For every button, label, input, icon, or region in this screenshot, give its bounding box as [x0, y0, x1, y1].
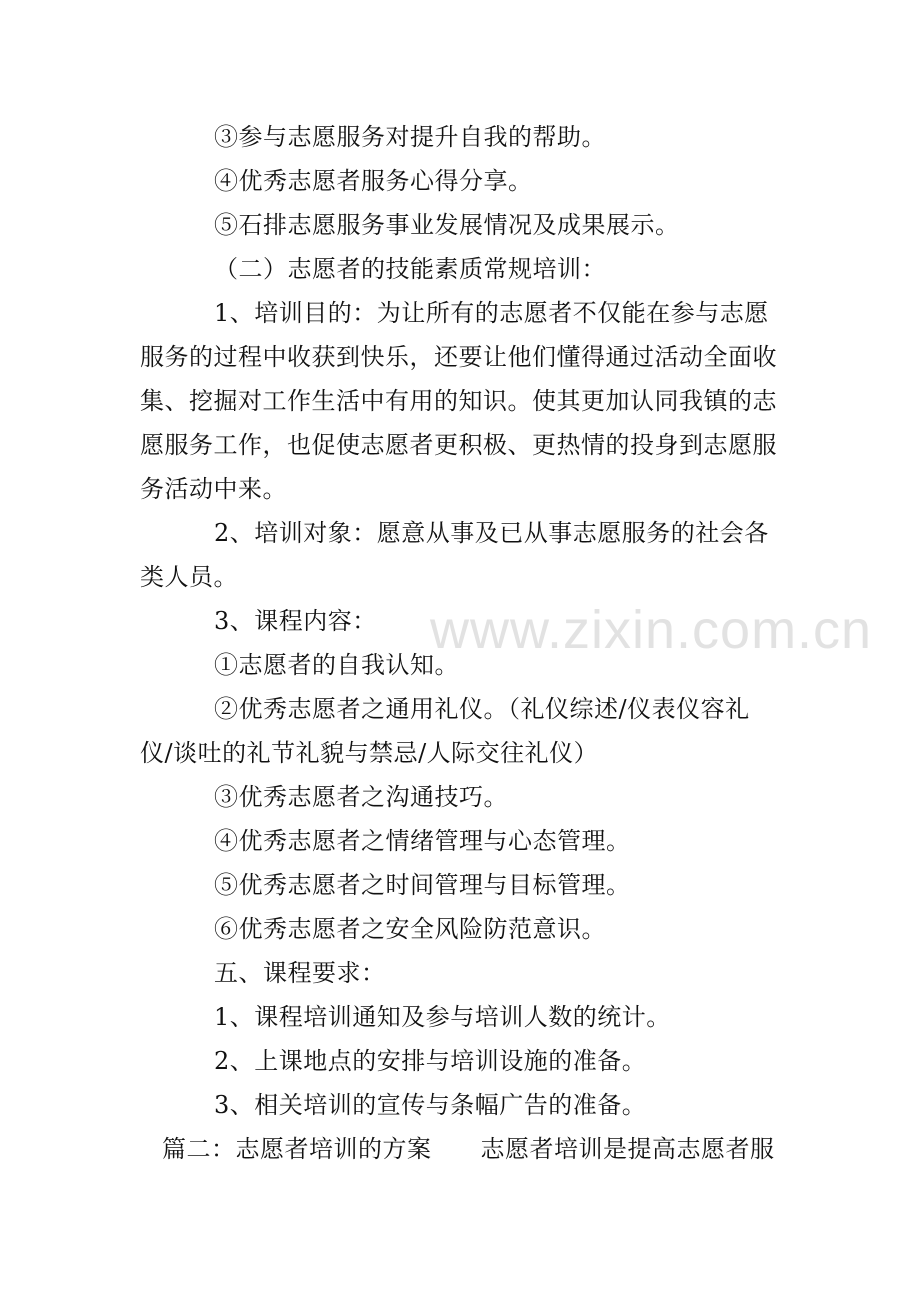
text-line: 服务的过程中收获到快乐，还要让他们懂得通过活动全面收: [140, 343, 777, 371]
section-heading: （二）志愿者的技能素质常规培训：: [214, 255, 606, 283]
text-line: 1、课程培训通知及参与培训人数的统计。: [214, 1003, 671, 1031]
text-line: 篇二：志愿者培训的方案 志愿者培训是提高志愿者服: [162, 1135, 775, 1163]
text-line: ⑤石排志愿服务事业发展情况及成果展示。: [214, 211, 680, 239]
text-line: ⑥优秀志愿者之安全风险防范意识。: [214, 915, 606, 943]
text-line: ①志愿者的自我认知。: [214, 651, 459, 679]
text-line: ⑤优秀志愿者之时间管理与目标管理。: [214, 871, 631, 899]
text-line: ④优秀志愿者服务心得分享。: [214, 167, 533, 195]
text-line: ④优秀志愿者之情绪管理与心态管理。: [214, 827, 631, 855]
text-line: 类人员。: [140, 563, 238, 591]
text-line: 愿服务工作，也促使志愿者更积极、更热情的投身到志愿服: [140, 431, 777, 459]
text-line: 3、相关培训的宣传与条幅广告的准备。: [214, 1091, 647, 1119]
text-line: ②优秀志愿者之通用礼仪。（礼仪综述/仪表仪容礼: [214, 695, 750, 723]
text-line: 仪/谈吐的礼节礼貌与禁忌/人际交往礼仪）: [140, 739, 599, 767]
text-line: 2、上课地点的安排与培训设施的准备。: [214, 1047, 647, 1075]
text-line: 3、课程内容：: [214, 607, 377, 635]
section-heading: 五、课程要求：: [214, 959, 386, 987]
text-line: ③优秀志愿者之沟通技巧。: [214, 783, 508, 811]
text-line: 2、培训对象：愿意从事及已从事志愿服务的社会各: [214, 519, 769, 547]
text-line: ③参与志愿服务对提升自我的帮助。: [214, 123, 606, 151]
text-line: 集、挖掘对工作生活中有用的知识。使其更加认同我镇的志: [140, 387, 777, 415]
text-line: 1、培训目的：为让所有的志愿者不仅能在参与志愿: [214, 299, 769, 327]
watermark: www.zixin.com.cn: [430, 600, 873, 660]
text-line: 务活动中来。: [140, 475, 287, 503]
